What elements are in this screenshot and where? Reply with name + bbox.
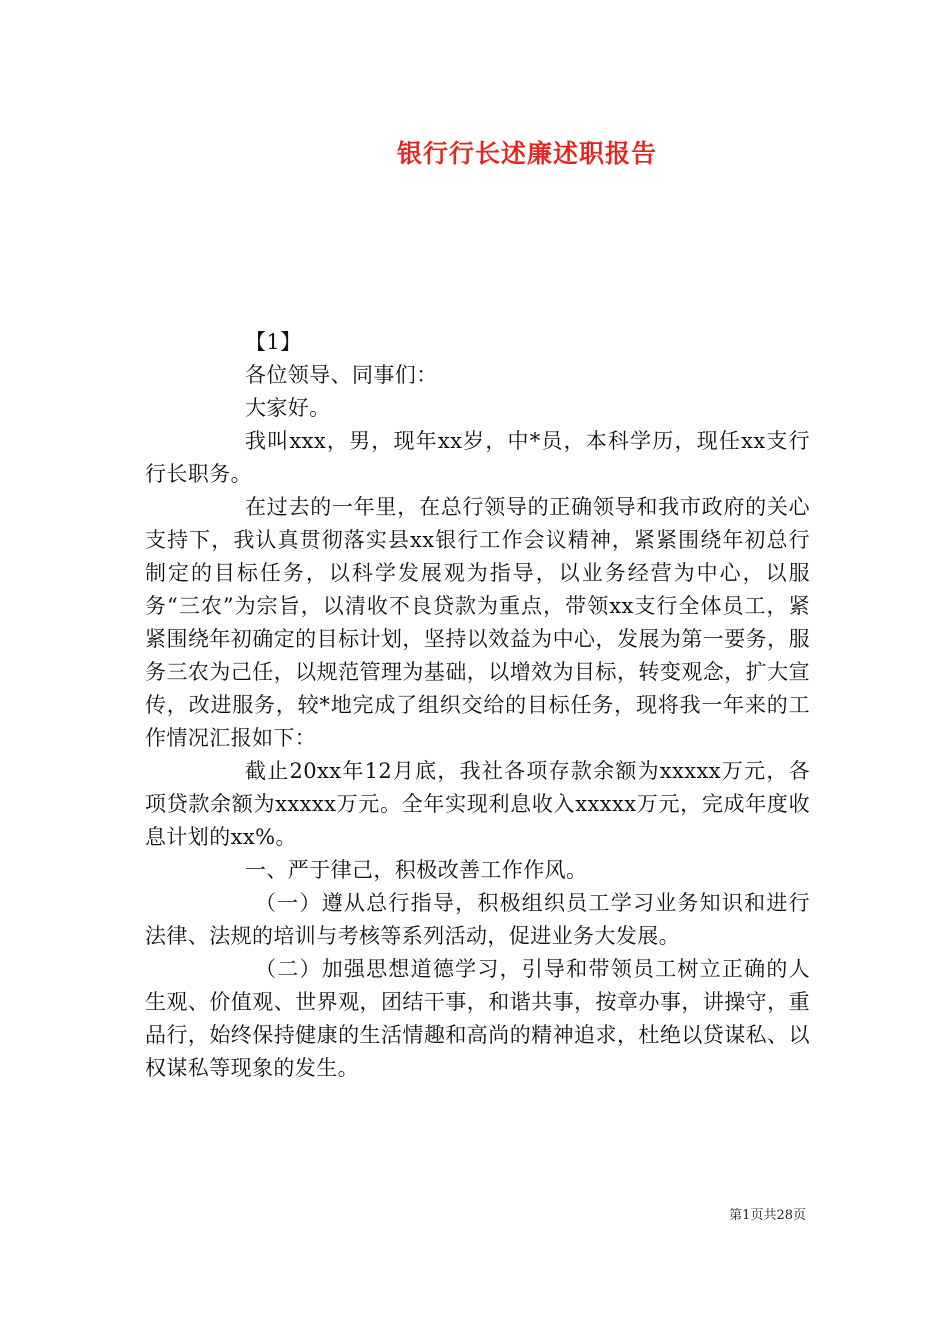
page-title: 银行行长述廉述职报告 (396, 139, 657, 168)
self-introduction-paragraph: 我叫xxx，男，现年xx岁，中*员，本科学历，现任xx支行行长职务。 (145, 429, 810, 486)
overview-paragraph: 在过去的一年里，在总行领导的正确领导和我市政府的关心支持下，我认真贯彻落实县xx银行工作会议精神，紧紧围绕年初总行制定的目标任务，以科学发展观为指导，以业务经营为中心，以服务“三农”为宗旨，以清收不良贷款为重点，带领xx支行全体员工，紧紧围绕年初确定的目标计划，坚持以效益为中心，发展为第一要务，服务三农为己任，以规范管理为基础，以增效为目标，转变观念，扩大宣传，改进服务，较*地完成了组织交给的目标任务，现将我一年来的工作情况汇报如下： (145, 495, 810, 750)
page-number: 第1页共28页 (729, 1208, 806, 1223)
salutation: 各位领导、同事们： (245, 363, 438, 387)
document-body (145, 326, 810, 1085)
subsection-2: （二）加强思想道德学习，引导和带领员工树立正确的人生观、价值观、世界观，团结干事，和谐共事，按章办事，讲操守，重品行，始终保持健康的生活情趣和高尚的精神追求，杜绝以贷谋私、以权谋私等现象的发生。 (145, 957, 810, 1080)
subsection-1: （一）遵从总行指导，积极组织员工学习业务知识和进行法律、法规的培训与考核等系列活动，促进业务大发展。 (145, 891, 810, 948)
section-marker: 【1】 (245, 330, 302, 354)
section-heading-1: 一、严于律己，积极改善工作作风。 (245, 858, 588, 882)
figures-paragraph: 截止20xx年12月底，我社各项存款余额为xxxxx万元，各项贷款余额为xxxxx万元。全年实现利息收入xxxxx万元，完成年度收息计划的xx%。 (145, 759, 810, 849)
greeting: 大家好。 (245, 396, 331, 420)
